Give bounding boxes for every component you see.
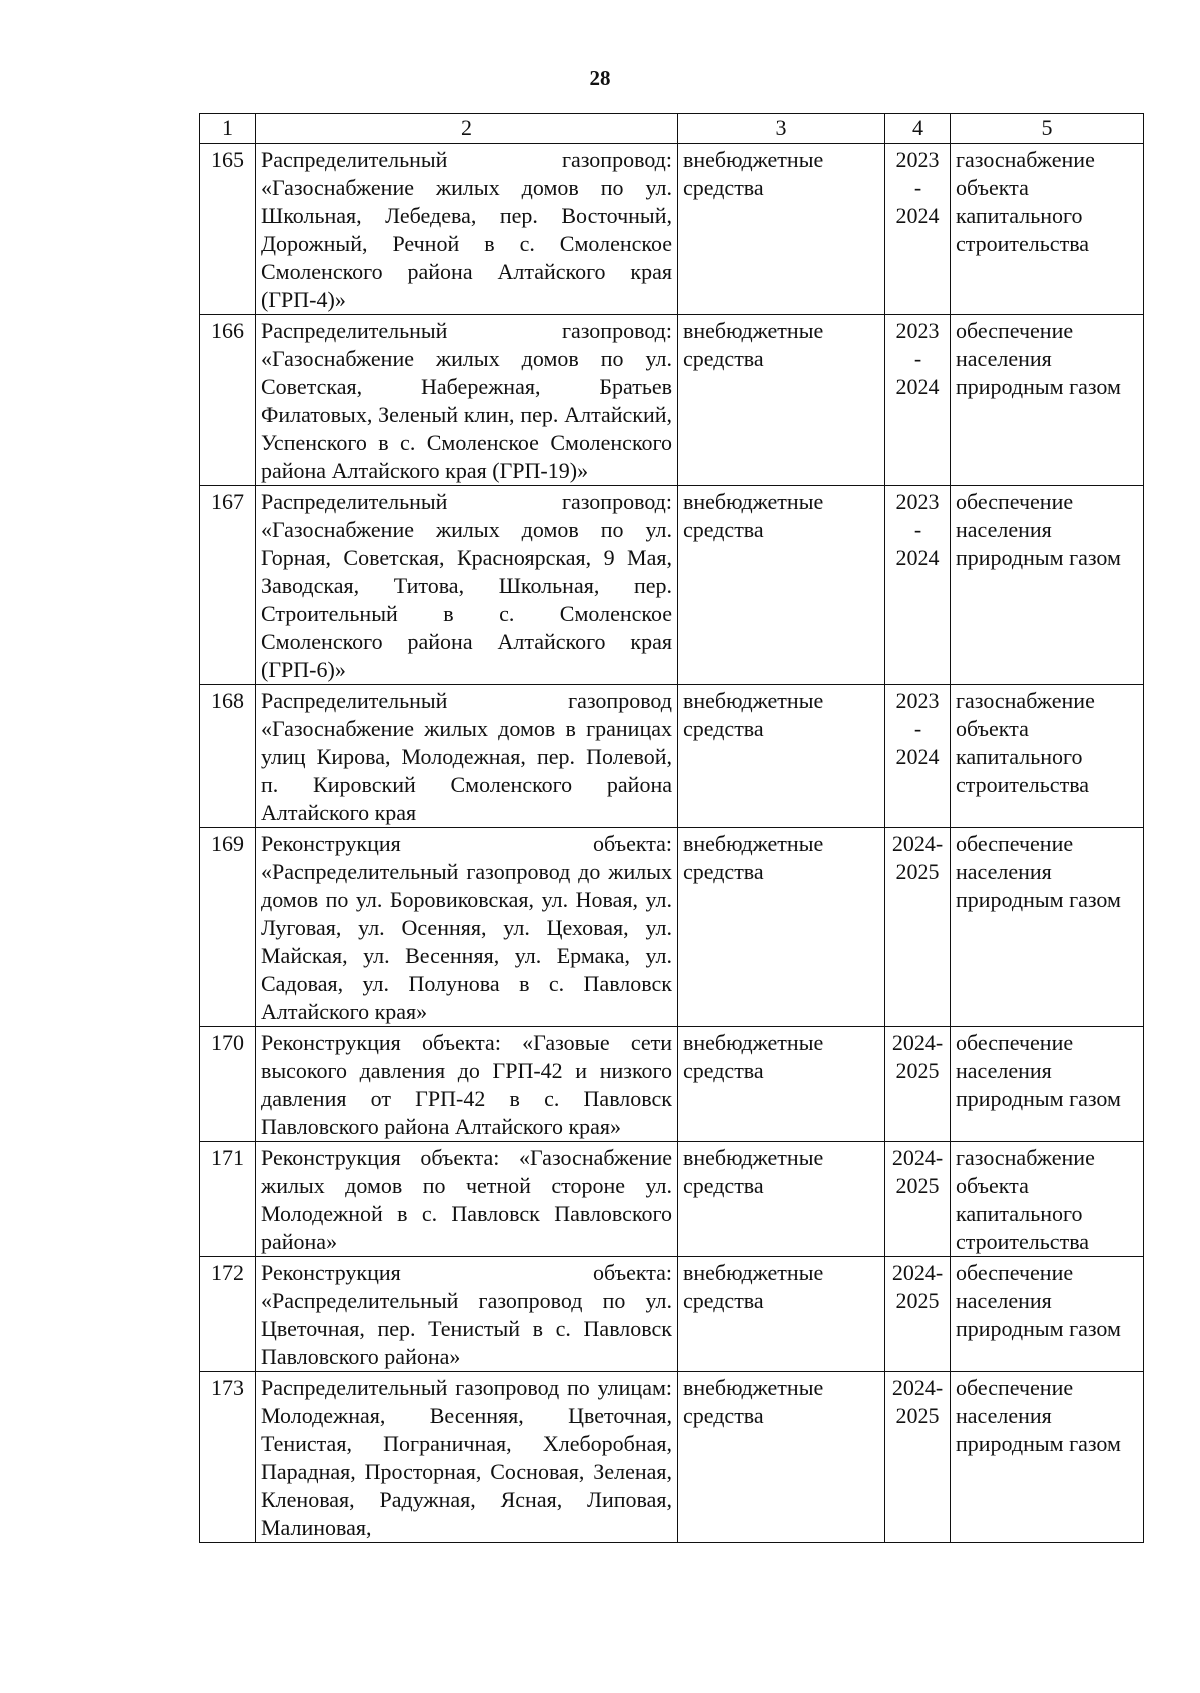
row-purpose: обеспечение населения природным газом	[951, 486, 1144, 685]
row-number: 167	[200, 486, 256, 685]
row-years: 2024- 2025	[885, 828, 951, 1027]
row-number: 169	[200, 828, 256, 1027]
row-years: 2024- 2025	[885, 1257, 951, 1372]
row-years: 2023 - 2024	[885, 685, 951, 828]
row-funding-source: внебюджетные средства	[678, 828, 885, 1027]
row-purpose: обеспечение населения природным газом	[951, 315, 1144, 486]
row-funding-source: внебюджетные средства	[678, 1142, 885, 1257]
table-row	[200, 1257, 1144, 1372]
row-purpose: газоснабжение объекта капитального строительства	[951, 1142, 1144, 1257]
header-col-2: 2	[256, 114, 678, 144]
row-purpose: обеспечение населения природным газом	[951, 828, 1144, 1027]
header-row	[200, 114, 1144, 144]
row-number: 171	[200, 1142, 256, 1257]
row-years: 2024- 2025	[885, 1372, 951, 1543]
row-years: 2023 - 2024	[885, 486, 951, 685]
header-col-4: 4	[885, 114, 951, 144]
row-funding-source: внебюджетные средства	[678, 144, 885, 315]
row-years: 2024- 2025	[885, 1027, 951, 1142]
row-purpose: газоснабжение объекта капитального строительства	[951, 144, 1144, 315]
row-description: Распределительный газопровод «Газоснабжение жилых домов в границах улиц Кирова, Молодежная, пер. Полевой, п. Кировский Смоленского района Алтайского края	[256, 685, 678, 828]
row-description: Распределительный газопровод: «Газоснабжение жилых домов по ул. Горная, Советская, Красноярская, 9 Мая, Заводская, Титова, Школьная, пер. Строительный в с. Смоленское Смоленского района Алтайского края (ГРП-6)»	[256, 486, 678, 685]
row-number: 166	[200, 315, 256, 486]
row-description: Реконструкция объекта: «Газовые сети высокого давления до ГРП-42 и низкого давления от ГРП-42 в с. Павловск Павловского района Алтайского края»	[256, 1027, 678, 1142]
table-row	[200, 828, 1144, 1027]
row-purpose: обеспечение населения природным газом	[951, 1027, 1144, 1142]
row-description: Реконструкция объекта: «Газоснабжение жилых домов по четной стороне ул. Молодежной в с. Павловск Павловского района»	[256, 1142, 678, 1257]
row-years: 2024- 2025	[885, 1142, 951, 1257]
table-row	[200, 1027, 1144, 1142]
row-description: Распределительный газопровод: «Газоснабжение жилых домов по ул. Школьная, Лебедева, пер. Восточный, Дорожный, Речной в с. Смоленское Смоленского района Алтайского края (ГРП-4)»	[256, 144, 678, 315]
row-funding-source: внебюджетные средства	[678, 1027, 885, 1142]
row-description: Реконструкция объекта: «Распределительный газопровод до жилых домов по ул. Боровиковская, ул. Новая, ул. Луговая, ул. Осенняя, ул. Цеховая, ул. Майская, ул. Весенняя, ул. Ермака, ул. Садовая, ул. Полунова в с. Павловск Алтайского края»	[256, 828, 678, 1027]
table-row	[200, 144, 1144, 315]
table-row	[200, 486, 1144, 685]
table-row	[200, 315, 1144, 486]
row-funding-source: внебюджетные средства	[678, 685, 885, 828]
table-row	[200, 1372, 1144, 1543]
header-col-3: 3	[678, 114, 885, 144]
page-number: 28	[589, 66, 611, 90]
row-funding-source: внебюджетные средства	[678, 486, 885, 685]
row-purpose: обеспечение населения природным газом	[951, 1372, 1144, 1543]
row-description: Распределительный газопровод: «Газоснабжение жилых домов по ул. Советская, Набережная, Братьев Филатовых, Зеленый клин, пер. Алтайский, Успенского в с. Смоленское Смоленского района Алтайского края (ГРП-19)»	[256, 315, 678, 486]
header-col-5: 5	[951, 114, 1144, 144]
row-purpose: обеспечение населения природным газом	[951, 1257, 1144, 1372]
table-row	[200, 685, 1144, 828]
row-description: Реконструкция объекта: «Распределительный газопровод по ул. Цветочная, пер. Тенистый в с. Павловск Павловского района»	[256, 1257, 678, 1372]
projects-table	[199, 113, 1144, 1543]
row-funding-source: внебюджетные средства	[678, 1257, 885, 1372]
row-funding-source: внебюджетные средства	[678, 1372, 885, 1543]
row-description: Распределительный газопровод по улицам: Молодежная, Весенняя, Цветочная, Тенистая, Пограничная, Хлеборобная, Парадная, Просторная, Сосновая, Зеленая, Кленовая, Радужная, Ясная, Липовая, Малиновая,	[256, 1372, 678, 1543]
row-number: 170	[200, 1027, 256, 1142]
header-col-1: 1	[200, 114, 256, 144]
row-years: 2023 - 2024	[885, 315, 951, 486]
row-purpose: газоснабжение объекта капитального строительства	[951, 685, 1144, 828]
table-row	[200, 1142, 1144, 1257]
row-number: 165	[200, 144, 256, 315]
row-number: 172	[200, 1257, 256, 1372]
row-funding-source: внебюджетные средства	[678, 315, 885, 486]
row-years: 2023 - 2024	[885, 144, 951, 315]
row-number: 168	[200, 685, 256, 828]
row-number: 173	[200, 1372, 256, 1543]
